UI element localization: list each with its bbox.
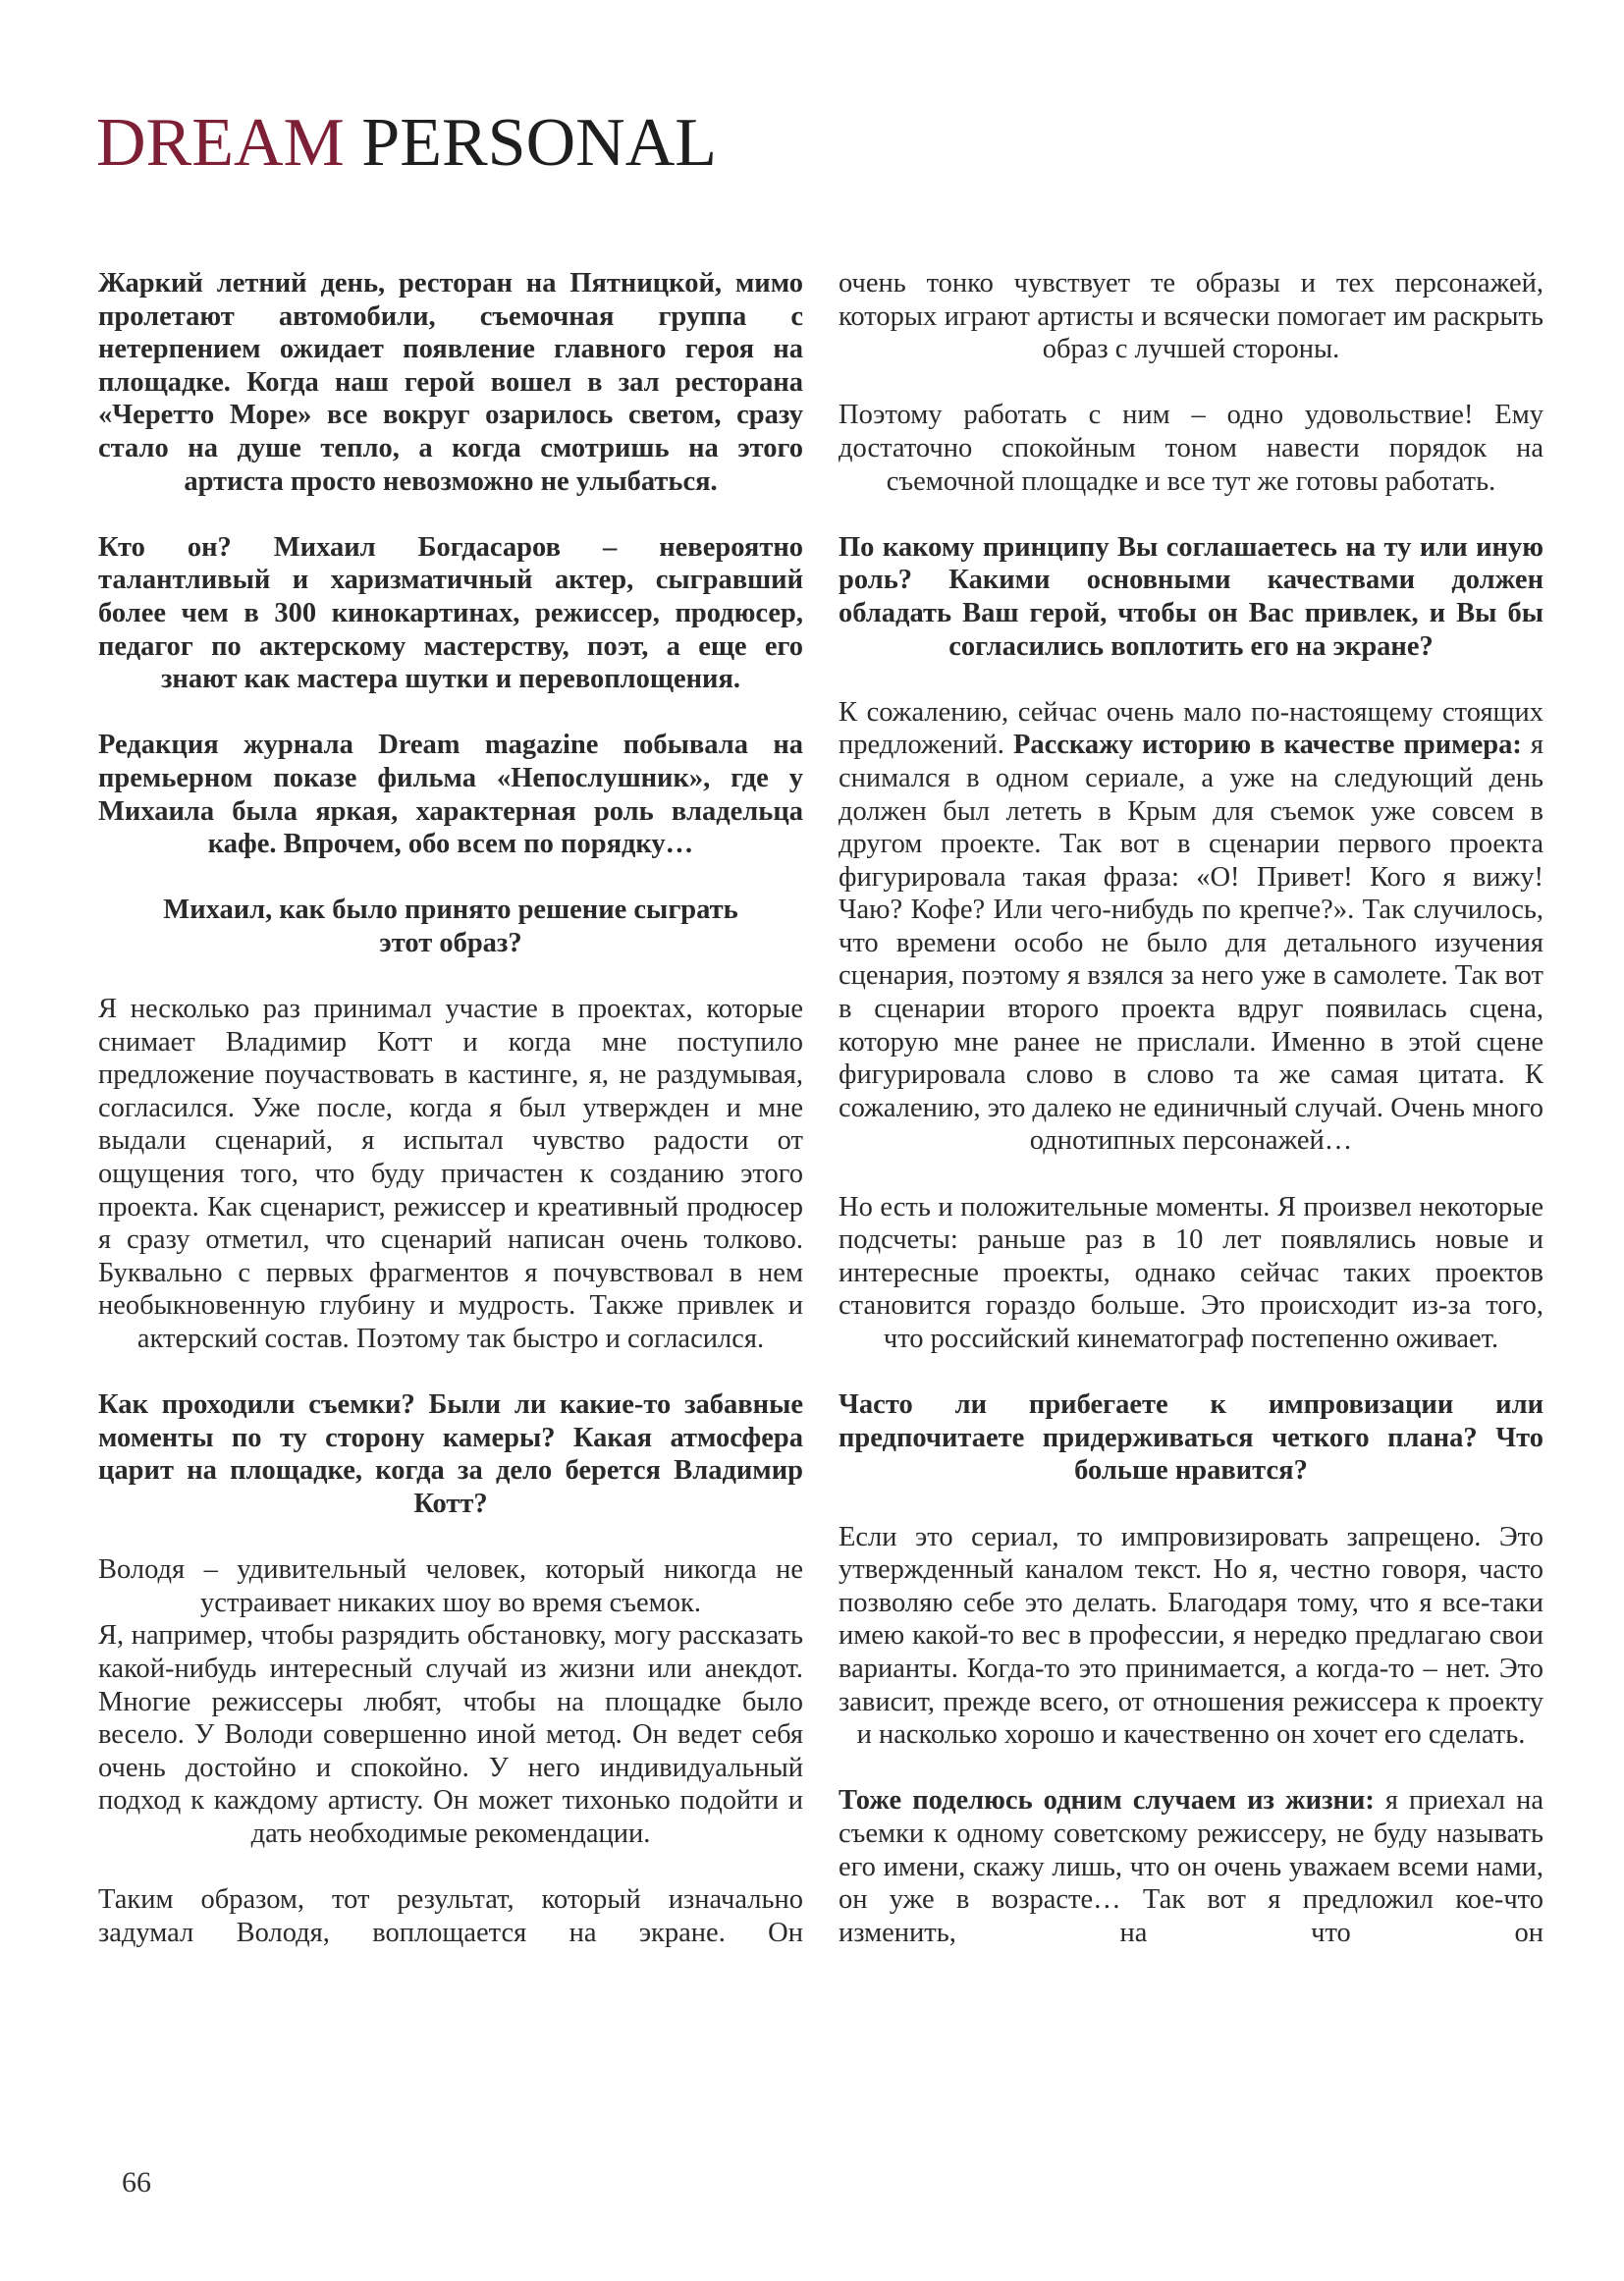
interview-question: Михаил, как было принято решение сыграть этот образ? [163,895,738,958]
interview-answer: Но есть и положительные моменты. Я произвел некоторые подсчеты: раньше раз в 10 лет появлялись новые и интересные проекты, однако сейчас таких проектов становится гораздо больше. Это происходит из-за того, что российский кинематограф постепенно оживает. [839,1191,1543,1354]
interview-answer [839,1784,1543,1949]
interview-answer: Таким образом, тот результат, который изначально задумал Володя, воплощается на экране. Он [98,1884,803,1948]
answer-emphasis: Тоже поделюсь одним случаем из жизни: [839,1785,1375,1817]
interview-answer: Поэтому работать с ним – одно удовольствие! Ему достаточно спокойным тоном навести порядок на съемочной площадке и все тут же готовы работать. [839,400,1543,497]
article-column-right [839,267,1543,1949]
interview-answer: Я несколько раз принимал участие в проектах, которые снимает Владимир Котт и когда мне поступило предложение поучаствовать в кастинге, я, не раздумывая, согласился. Уже после, когда я был утвержден и мне выдали сценарий, я испытал чувство радости от ощущения того, что буду причастен к созданию этого проекта. Как сценарист, режиссер и креативный продюсер я сразу отметил, что сценарий написан очень толково. Буквально с первых фрагментов я почувствовал в нем необыкновенную глубину и мудрость. Также привлек и актерский состав. Поэтому так быстро и согласился. [98,994,803,1354]
answer-body: я снимался в одном сериале, а уже на следующий день должен был лететь в Крым для съемок уже совсем в другом проекте. Так вот в сценарии первого проекта фигурировала такая фраза: «О! Привет! Кого я вижу! Чаю? Кофе? Или чего-нибудь по крепче?». Так случилось, что времени особо не было для детального изучения сценария, поэтому я взялся за него уже в самолете. Так вот в сценарии второго проекта вдруг появилась сцена, которую мне ранее не прислали. Именно в этой сцене фигурировала слово в слово та же самая цитата. К сожалению, это далеко не единичный случай. Очень много однотипных персонажей… [839,730,1544,1157]
intro-paragraph-premiere: Редакция журнала Dream magazine побывала на премьерном показе фильма «Непослушник», где у Михаила была яркая, характерная роль владельца кафе. Впрочем, обо всем по порядку… [98,730,803,860]
interview-answer: Володя – удивительный человек, который никогда не устраивает никаких шоу во время съемок. [98,1554,803,1618]
interview-answer [839,696,1543,1158]
interview-answer: Если это сериал, то импровизировать запрещено. Это утвержденный каналом текст. Но я, честно говоря, часто позволяю себе это делать. Благодаря тому, что я все-таки имею какой-то вес в профессии, я нередко предлагаю свои варианты. Когда-то это принимается, а когда-то – нет. Это зависит, прежде всего, от отношения режиссера к проекту и насколько хорошо и качественно он хочет его сделать. [839,1521,1543,1751]
masthead-brand: DREAM [96,105,345,181]
answer-body: я приехал на съемки к одному советскому режиссеру, не буду называть его имени, скажу лишь, что он очень уважаем всеми нами, он уже в возрасте… Так вот я предложил кое-что изменить, на что он [839,1785,1543,1948]
interview-question: Часто ли прибегаете к импровизации или предпочитаете придерживаться четкого плана? Что больше нравится? [839,1389,1543,1487]
intro-paragraph: Жаркий летний день, ресторан на Пятницкой, мимо пролетают автомобили, съемочная группа с нетерпением ожидает появление главного героя на площадке. Когда наш герой вошел в зал ресторана «Черетто Море» все вокруг озарилось светом, сразу стало на душе тепло, а когда смотришь на этого артиста просто невозможно не улыбаться. [98,268,803,497]
article-column-left [98,267,803,1949]
interview-answer: Я, например, чтобы разрядить обстановку, могу рассказать какой-нибудь интересный случай из жизни или анекдот. Многие режиссеры любят, чтобы на площадке было весело. У Володи совершенно иной метод. Он ведет себя очень достойно и спокойно. У него индивидуальный подход к каждому артисту. Он может тихонько подойти и дать необходимые рекомендации. [98,1620,803,1849]
interview-question: Как проходили съемки? Были ли какие-то забавные моменты по ту сторону камеры? Какая атмосфера царит на площадке, когда за дело берется Владимир Котт? [98,1389,803,1519]
page-number: 66 [122,2166,151,2199]
interview-answer: очень тонко чувствует те образы и тех персонажей, которых играют артисты и всячески помогает им раскрыть образ с лучшей стороны. [839,268,1543,365]
masthead-section: PERSONAL [361,105,718,181]
magazine-masthead [96,104,717,183]
answer-lead: К сожалению, сейчас очень мало по-настоящему стоящих предложений. [839,696,1543,761]
intro-paragraph-who: Кто он? Михаил Богдасаров – невероятно талантливый и харизматичный актер, сыгравший более чем в 300 кинокартинах, режиссер, продюсер, педагог по актерскому мастерству, поэт, а еще его знают как мастера шутки и перевоплощения. [98,531,803,695]
interview-question: По какому принципу Вы соглашаетесь на ту или иную роль? Какими основными качествами должен обладать Ваш герой, чтобы он Вас привлек, и Вы бы согласились воплотить его на экране? [839,531,1543,662]
answer-emphasis: Расскажу историю в качестве примера: [1012,730,1522,761]
